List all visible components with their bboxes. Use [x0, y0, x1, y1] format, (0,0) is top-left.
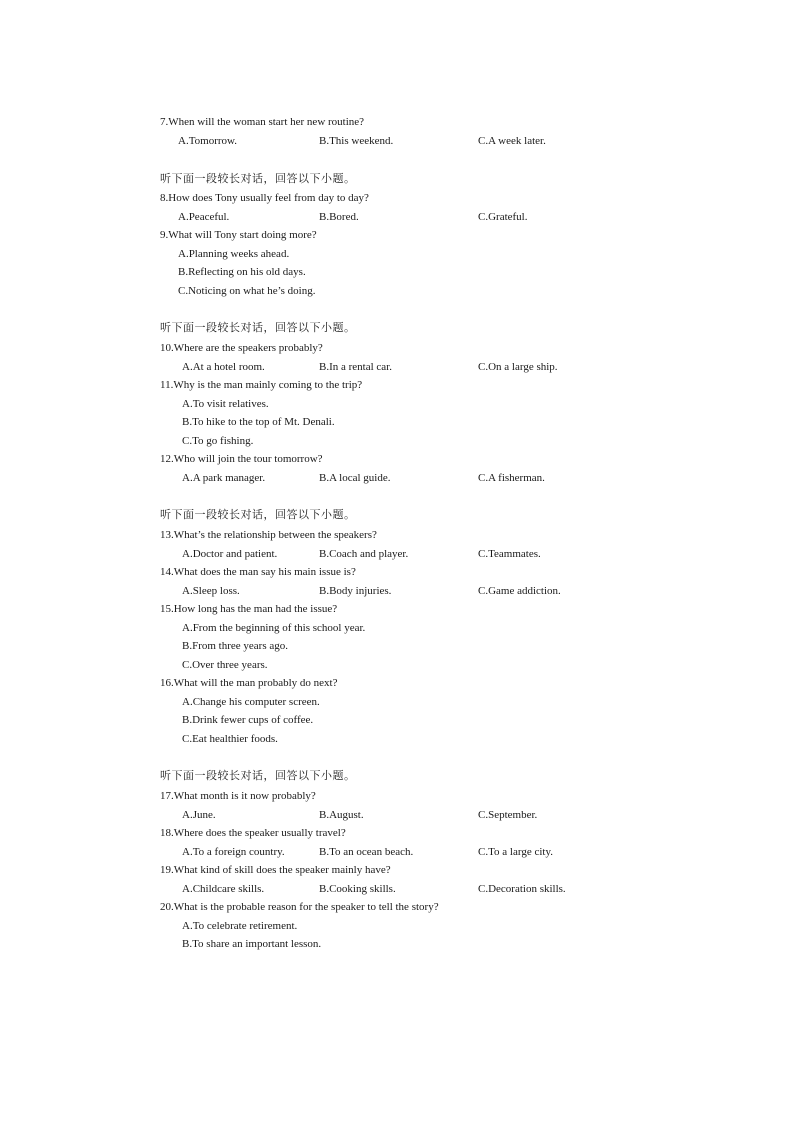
option-9a: A.Planning weeks ahead. [178, 248, 290, 260]
question-stem-8: 8.How does Tony usually feel from day to day? [160, 192, 369, 204]
option-16c: C.Eat healthier foods. [182, 733, 278, 745]
question-stem-20: 20.What is the probable reason for the speaker to tell the story? [160, 901, 439, 913]
option-19c: C.Decoration skills. [478, 883, 566, 895]
option-8a: A.Peaceful. [178, 211, 230, 223]
question-stem-13: 13.What’s the relationship between the speakers? [160, 529, 377, 541]
option-10a: A.At a hotel room. [182, 361, 265, 373]
option-14a: A.Sleep loss. [182, 585, 240, 597]
question-stem-11: 11.Why is the man mainly coming to the trip? [160, 379, 363, 391]
option-11c: C.To go fishing. [182, 435, 254, 447]
option-17c: C.September. [478, 809, 538, 821]
option-11a: A.To visit relatives. [182, 398, 269, 410]
option-18c: C.To a large city. [478, 846, 553, 858]
option-20b: B.To share an important lesson. [182, 938, 322, 950]
option-8b: B.Bored. [319, 211, 359, 223]
question-stem-10: 10.Where are the speakers probably? [160, 342, 323, 354]
option-15b: B.From three years ago. [182, 640, 288, 652]
question-stem-14: 14.What does the man say his main issue is? [160, 566, 356, 578]
option-13a: A.Doctor and patient. [182, 548, 278, 560]
section-header-2: 听下面一段较长对话，回答以下小题。 [160, 322, 356, 334]
question-stem-17: 17.What month is it now probably? [160, 790, 316, 802]
option-19b: B.Cooking skills. [319, 883, 396, 895]
option-10b: B.In a rental car. [319, 361, 392, 373]
question-stem-9: 9.What will Tony start doing more? [160, 229, 317, 241]
section-header-4: 听下面一段较长对话，回答以下小题。 [160, 770, 356, 782]
option-13c: C.Teammates. [478, 548, 541, 560]
option-17b: B.August. [319, 809, 364, 821]
option-16a: A.Change his computer screen. [182, 696, 320, 708]
option-13b: B.Coach and player. [319, 548, 409, 560]
question-stem-12: 12.Who will join the tour tomorrow? [160, 453, 323, 465]
option-18b: B.To an ocean beach. [319, 846, 414, 858]
option-18a: A.To a foreign country. [182, 846, 285, 858]
question-stem-19: 19.What kind of skill does the speaker mainly have? [160, 864, 391, 876]
option-7b: B.This weekend. [319, 135, 394, 147]
option-11b: B.To hike to the top of Mt. Denali. [182, 416, 335, 428]
section-header-3: 听下面一段较长对话，回答以下小题。 [160, 509, 356, 521]
option-12b: B.A local guide. [319, 472, 391, 484]
question-stem-16: 16.What will the man probably do next? [160, 677, 338, 689]
question-stem-15: 15.How long has the man had the issue? [160, 603, 338, 615]
option-14c: C.Game addiction. [478, 585, 561, 597]
option-12c: C.A fisherman. [478, 472, 545, 484]
option-20a: A.To celebrate retirement. [182, 920, 298, 932]
option-9b: B.Reflecting on his old days. [178, 266, 306, 278]
question-stem-18: 18.Where does the speaker usually travel? [160, 827, 346, 839]
option-17a: A.June. [182, 809, 216, 821]
option-15c: C.Over three years. [182, 659, 268, 671]
option-10c: C.On a large ship. [478, 361, 558, 373]
option-8c: C.Grateful. [478, 211, 528, 223]
option-7a: A.Tomorrow. [178, 135, 238, 147]
question-stem-7: 7.When will the woman start her new routine? [160, 116, 365, 128]
option-12a: A.A park manager. [182, 472, 266, 484]
option-9c: C.Noticing on what he’s doing. [178, 285, 316, 297]
option-15a: A.From the beginning of this school year. [182, 622, 366, 634]
option-14b: B.Body injuries. [319, 585, 392, 597]
option-19a: A.Childcare skills. [182, 883, 265, 895]
option-16b: B.Drink fewer cups of coffee. [182, 714, 314, 726]
section-header-1: 听下面一段较长对话，回答以下小题。 [160, 173, 356, 185]
option-7c: C.A week later. [478, 135, 546, 147]
